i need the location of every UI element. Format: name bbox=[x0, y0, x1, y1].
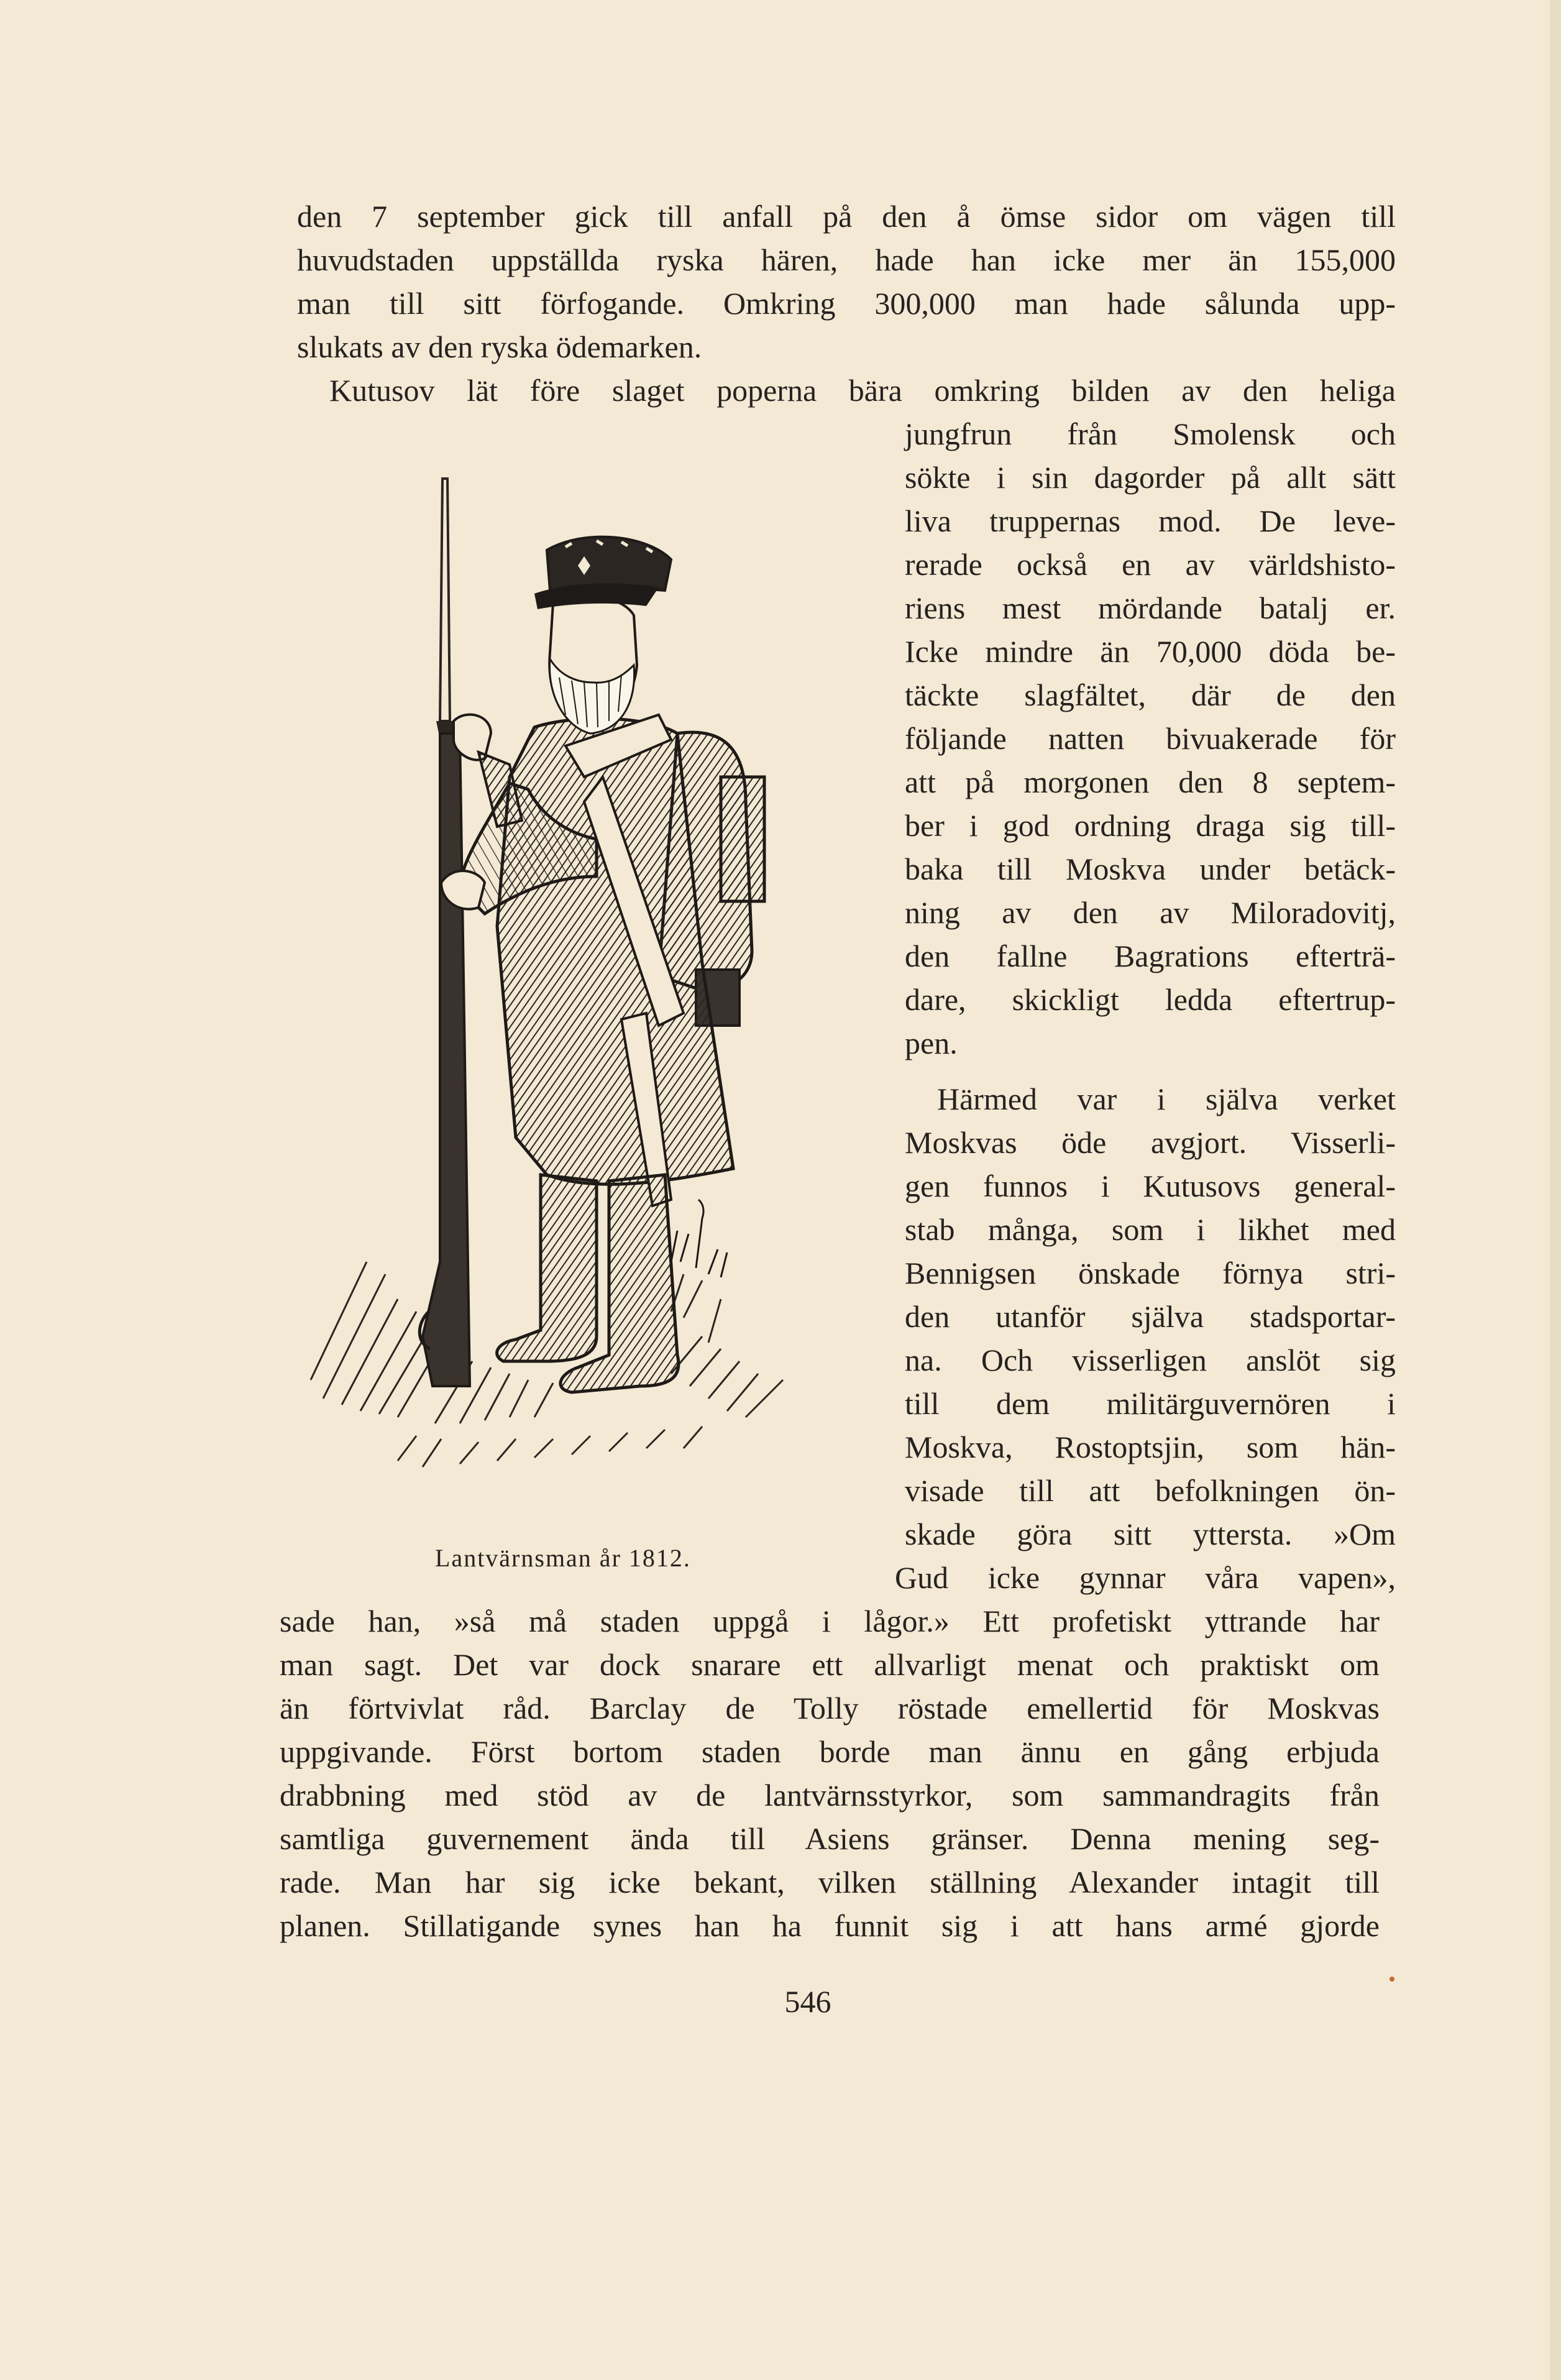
text-line: täckte slagfältet, där de den bbox=[905, 678, 1396, 712]
text-line: den utanför själva stadsportar- bbox=[905, 1299, 1396, 1334]
text-line: liva truppernas mod. De leve- bbox=[905, 503, 1396, 538]
text-line: Kutusov lät före slaget poperna bära omkring bilden av den heliga bbox=[329, 373, 1396, 408]
text-line: na. Och visserligen anslöt sig bbox=[905, 1343, 1396, 1377]
text-line: Moskva, Rostoptsjin, som hän- bbox=[905, 1430, 1396, 1464]
grass-tufts bbox=[671, 1200, 727, 1277]
text-line: pen. bbox=[905, 1026, 958, 1060]
text-line: skade göra sitt yttersta. »Om bbox=[905, 1517, 1396, 1551]
text-line: den 7 september gick till anfall på den å ömse sidor om vägen till bbox=[297, 199, 1396, 234]
text-line: samtliga guvernement ända till Asiens gränser. Denna mening seg- bbox=[280, 1821, 1380, 1856]
text-line: stab många, som i likhet med bbox=[905, 1212, 1396, 1247]
text-line: planen. Stillatigande synes han ha funnit sig i att hans armé gjorde bbox=[280, 1908, 1380, 1943]
text-line: ber i god ordning draga sig till- bbox=[905, 808, 1396, 843]
text-line: Härmed var i själva verket bbox=[937, 1082, 1396, 1116]
text-line: riens mest mördande batalj er. bbox=[905, 590, 1396, 625]
text-line: sade han, »så må staden uppgå i lågor.» Ett profetiskt yttrande har bbox=[280, 1604, 1380, 1638]
text-line: dare, skickligt ledda eftertrup- bbox=[905, 982, 1396, 1017]
text-line: man till sitt förfogande. Omkring 300,000 man hade sålunda upp- bbox=[297, 286, 1396, 321]
page-number: 546 bbox=[784, 1984, 831, 2019]
text-line: den fallne Bagrations efterträ- bbox=[905, 939, 1396, 973]
text-line: följande natten bivuakerade för bbox=[905, 721, 1396, 756]
text-line: rerade också en av världshisto- bbox=[905, 547, 1396, 582]
text-line: Gud icke gynnar våra vapen», bbox=[895, 1560, 1396, 1595]
text-line: baka till Moskva under betäck- bbox=[905, 852, 1396, 886]
text-line: rade. Man har sig icke bekant, vilken ställning Alexander intagit till bbox=[280, 1865, 1380, 1900]
rifle-with-bayonet bbox=[419, 479, 470, 1386]
text-line: visade till att befolkningen ön- bbox=[905, 1473, 1396, 1508]
text-line: Moskvas öde avgjort. Visserli- bbox=[905, 1125, 1396, 1160]
text-line: slukats av den ryska ödemarken. bbox=[297, 329, 702, 364]
text-line: drabbning med stöd av de lantvärnsstyrkor, som sammandragits från bbox=[280, 1778, 1380, 1813]
text-line: gen funnos i Kutusovs general- bbox=[905, 1169, 1396, 1203]
text-line: till dem militärguvernören i bbox=[905, 1386, 1396, 1421]
text-line: Bennigsen önskade förnya stri- bbox=[905, 1256, 1396, 1290]
paper-speck bbox=[1389, 1977, 1394, 1982]
text-line: sökte i sin dagorder på allt sätt bbox=[905, 460, 1396, 495]
soldier-illustration bbox=[273, 454, 870, 1486]
text-line: ning av den av Miloradovitj, bbox=[905, 895, 1396, 930]
text-line: att på morgonen den 8 septem- bbox=[905, 765, 1396, 799]
text-line: Icke mindre än 70,000 döda be- bbox=[905, 634, 1396, 669]
text-line: jungfrun från Smolensk och bbox=[905, 416, 1396, 451]
text-line: än förtvivlat råd. Barclay de Tolly röstade emellertid för Moskvas bbox=[280, 1691, 1380, 1725]
soldier-figure bbox=[441, 537, 764, 1392]
illustration-caption: Lantvärnsman år 1812. bbox=[435, 1544, 691, 1572]
text-line: man sagt. Det var dock snarare ett allvarligt menat och praktiskt om bbox=[280, 1647, 1380, 1682]
text-line: uppgivande. Först bortom staden borde man ännu en gång erbjuda bbox=[280, 1734, 1380, 1769]
text-line: huvudstaden uppställda ryska hären, hade han icke mer än 155,000 bbox=[297, 242, 1396, 277]
